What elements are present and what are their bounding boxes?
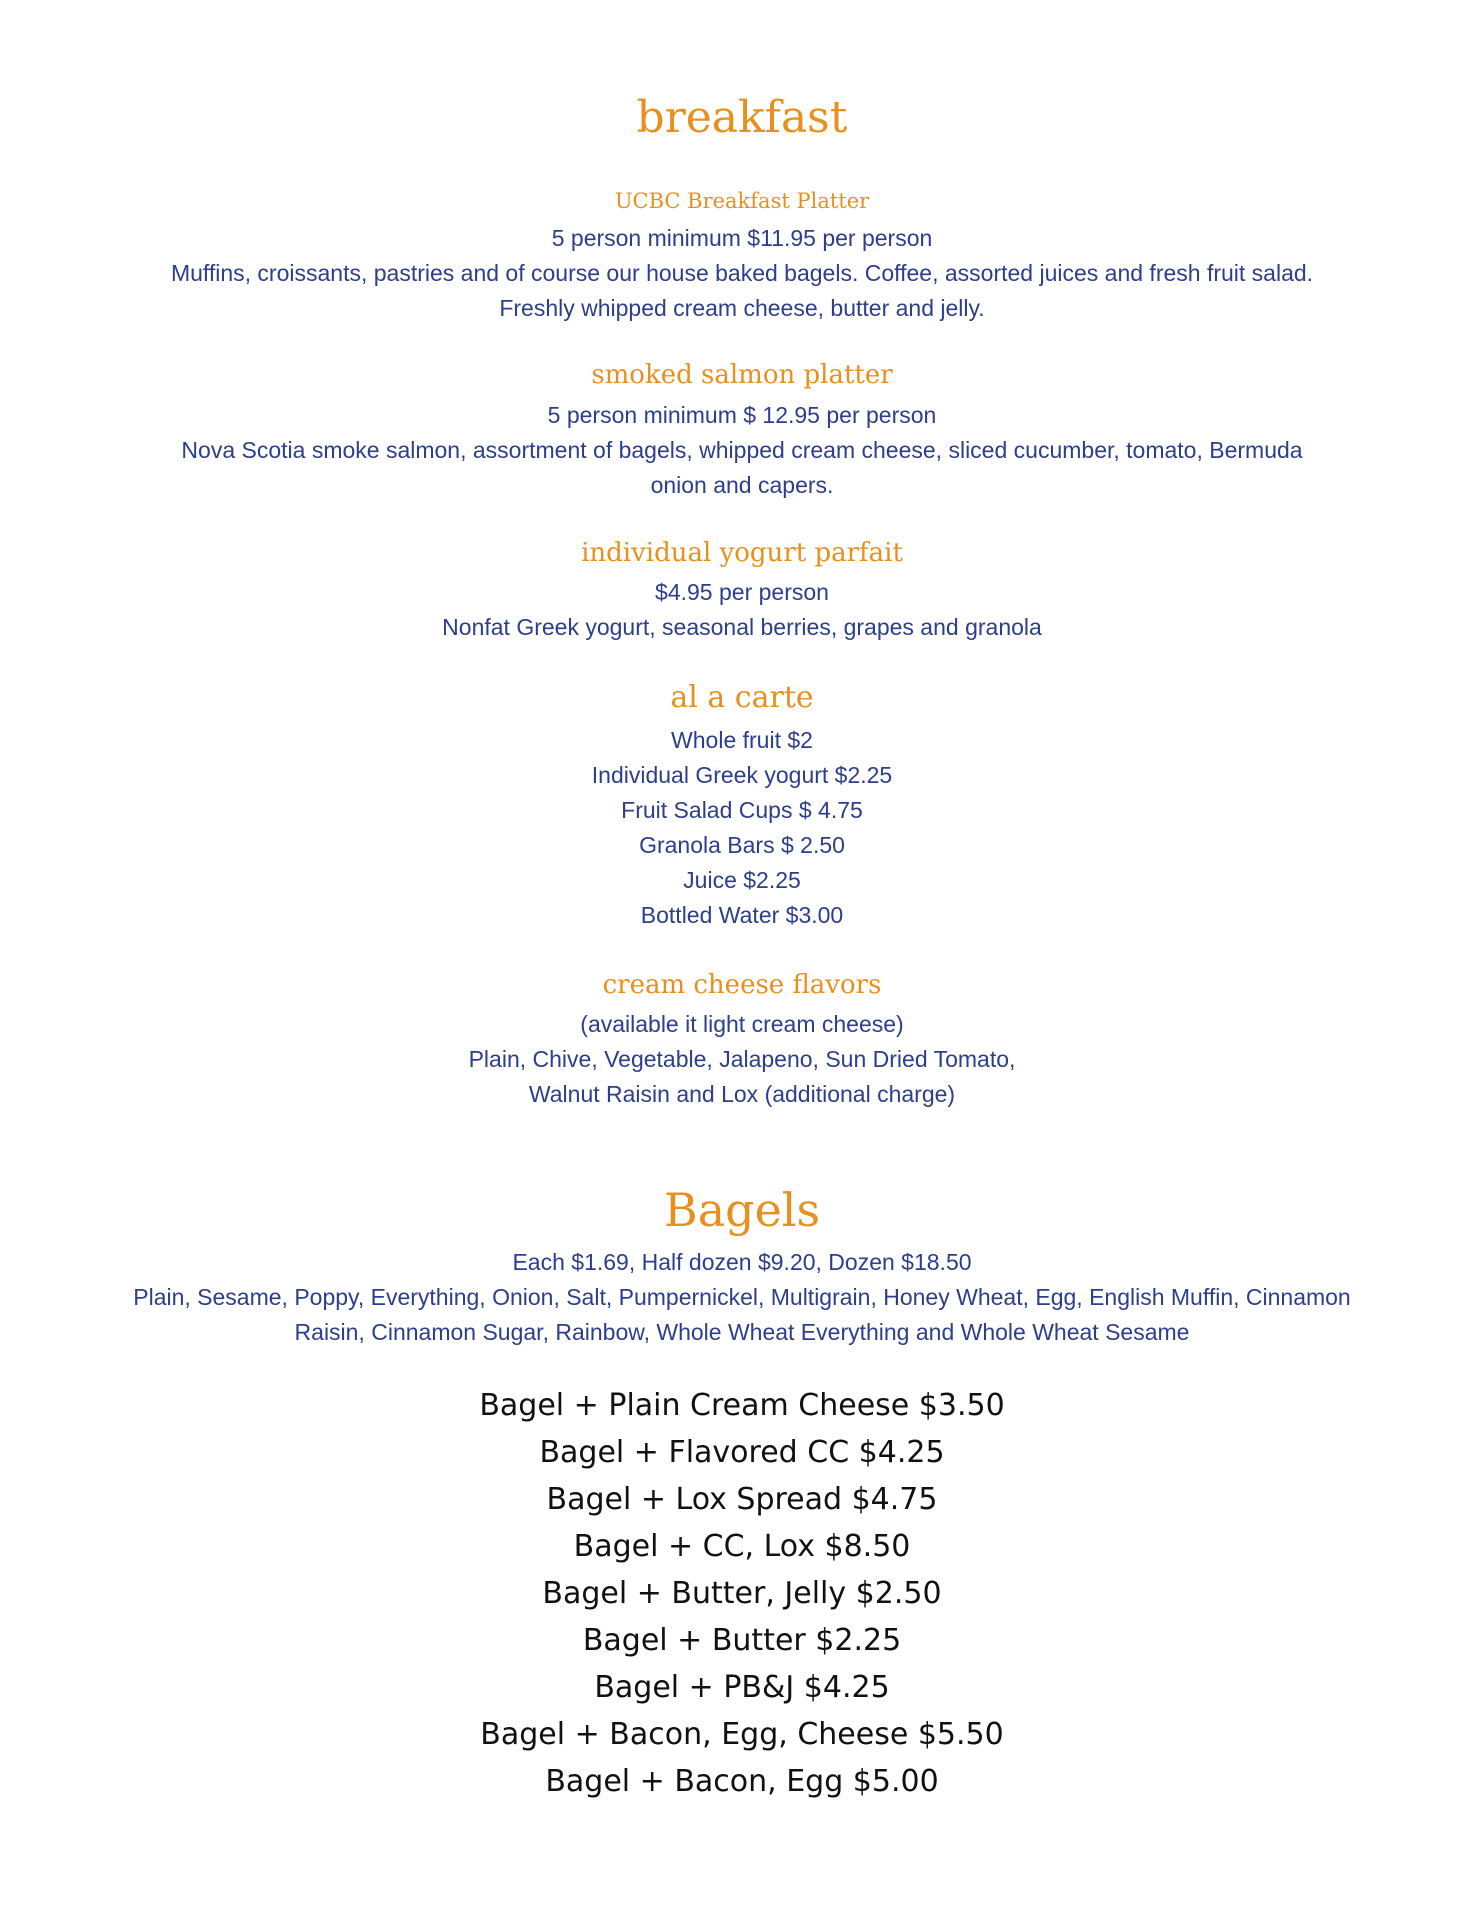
salmon-details (0, 398, 1484, 503)
alacarte-item: Juice $2.25 (683, 867, 801, 893)
alacarte-item: Bottled Water $3.00 (640, 902, 844, 928)
parfait-name: individual yogurt parfait (581, 538, 903, 568)
parfait-desc: Nonfat Greek yogurt, seasonal berries, grapes and granola (442, 614, 1042, 640)
alacarte-list (0, 723, 1484, 933)
bagels-details (0, 1245, 1484, 1350)
creamcheese-line2: Walnut Raisin and Lox (additional charge) (528, 1081, 956, 1107)
alacarte-item: Whole fruit $2 (671, 727, 813, 753)
combo-item: Bagel + CC, Lox $8.50 (573, 1529, 911, 1564)
platter-price: 5 person minimum $11.95 per person (551, 225, 933, 251)
combo-item: Bagel + Bacon, Egg $5.00 (545, 1764, 939, 1799)
creamcheese-line1: Plain, Chive, Vegetable, Jalapeno, Sun Dried Tomato, (468, 1046, 1016, 1072)
combo-item: Bagel + PB&J $4.25 (594, 1670, 890, 1705)
combo-item: Bagel + Flavored CC $4.25 (539, 1435, 945, 1470)
combo-item: Bagel + Plain Cream Cheese $3.50 (479, 1388, 1005, 1423)
bagels-flavors-line2: Raisin, Cinnamon Sugar, Rainbow, Whole Wheat Everything and Whole Wheat Sesame (294, 1319, 1190, 1345)
salmon-name: smoked salmon platter (591, 360, 893, 390)
bagels-title: Bagels (663, 1183, 821, 1237)
parfait-price: $4.95 per person (655, 579, 829, 605)
alacarte-item: Fruit Salad Cups $ 4.75 (621, 797, 863, 823)
platter-details (0, 221, 1484, 326)
combo-item: Bagel + Lox Spread $4.75 (546, 1482, 938, 1517)
creamcheese-name: cream cheese flavors (602, 970, 882, 1000)
salmon-desc-line1: Nova Scotia smoke salmon, assortment of bagels, whipped cream cheese, sliced cucumber, tomato, Bermuda (181, 437, 1303, 463)
bagels-pricing: Each $1.69, Half dozen $9.20, Dozen $18.50 (512, 1249, 972, 1275)
bagels-flavors-line1: Plain, Sesame, Poppy, Everything, Onion, Salt, Pumpernickel, Multigrain, Honey Wheat, Egg, English Muffin, Cinnamon (133, 1284, 1351, 1310)
platter-desc-line2: Freshly whipped cream cheese, butter and jelly. (499, 295, 985, 321)
creamcheese-note: (available it light cream cheese) (580, 1011, 904, 1037)
combo-item: Bagel + Butter $2.25 (582, 1623, 902, 1658)
alacarte-item: Individual Greek yogurt $2.25 (591, 762, 893, 788)
breakfast-title: breakfast (636, 92, 848, 143)
salmon-desc-line2: onion and capers. (650, 472, 834, 498)
combo-item: Bagel + Bacon, Egg, Cheese $5.50 (480, 1717, 1004, 1752)
salmon-price: 5 person minimum $ 12.95 per person (547, 402, 937, 428)
alacarte-item: Granola Bars $ 2.50 (639, 832, 845, 858)
bagel-combos (0, 1382, 1484, 1805)
alacarte-name: al a carte (670, 680, 814, 715)
creamcheese-details (0, 1007, 1484, 1112)
parfait-details (0, 575, 1484, 645)
platter-name: UCBC Breakfast Platter (614, 189, 870, 213)
combo-item: Bagel + Butter, Jelly $2.50 (542, 1576, 942, 1611)
platter-desc-line1: Muffins, croissants, pastries and of course our house baked bagels. Coffee, assorted juices and fresh fruit salad. (170, 260, 1314, 286)
